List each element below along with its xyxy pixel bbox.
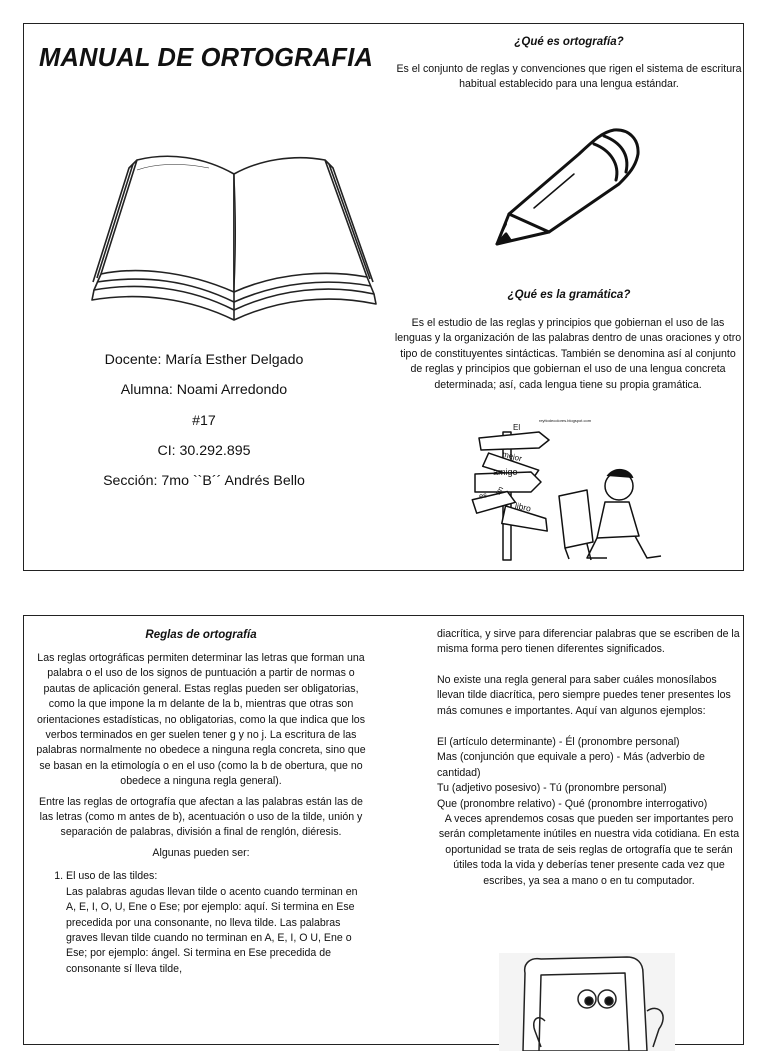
example-el: El (artículo determinante) - Él (pronombre personal): [437, 736, 680, 749]
orthography-definition: Es el conjunto de reglas y convenciones que rigen el sistema de escritura habitual establecido para una lengua estándar.: [396, 63, 742, 91]
rules-intro-2: Entre las reglas de ortografía que afectan a las palabras están las de las letras (como m antes de b), acentuación o uso de la tilde, unión y separación de palabras, división a final de renglón, diéresis.: [39, 795, 363, 839]
rules-heading: Reglas de ortografía: [145, 629, 257, 641]
grammar-heading: ¿Qué es la gramática?: [507, 289, 631, 301]
example-tu: Tu (adjetivo posesivo) - Tú (pronombre personal): [437, 782, 667, 795]
sign-word-mejor: mejor: [501, 449, 523, 464]
open-book-illustration: [89, 152, 379, 332]
computer-character-illustration: [497, 951, 677, 1051]
rules-list: [36, 869, 366, 977]
pencil-illustration: [494, 124, 644, 249]
sign-word-un: un: [493, 484, 506, 497]
grammar-definition: Es el estudio de las reglas y principios que gobiernan el uso de las lenguas y la organización de las palabras dentro de unas oraciones y otro tipo de constituyentes sintácticas. También se denomina así al conjunto de reglas y principios que gobiernan el uso de una lengua concreta determinada; así, cada lengua tiene su propia gramática.: [394, 317, 742, 391]
rules-left-column: [36, 629, 366, 977]
student-line: Alumna: Noami Arredondo: [120, 382, 288, 399]
illustration-source-url: reyitodecolores.blogspot.com: [539, 418, 592, 423]
student-info: [59, 352, 349, 503]
book-friend-illustration: [469, 414, 669, 564]
rule-item-tildes: [66, 869, 366, 977]
id-line: CI: 30.292.895: [157, 442, 251, 459]
sign-word-amigo: amigo: [493, 467, 518, 477]
cover-page: [23, 23, 744, 571]
rules-some: Algunas pueden ser:: [152, 846, 250, 859]
examples-list: [437, 735, 741, 812]
rules-intro: Las reglas ortográficas permiten determinar las letras que forman una palabra o el uso de los signos de puntuación a partir de normas o pautas de aplicación general. Estas reglas pueden ser obligatorias, como la que impone la m delante de la b, mientras que otras son orientaciones estadísticas, no obligatorias, como la que indica que los verbos terminados en ger suelen tener g y no j. La escritura de las palabras normalmente no obedece a ninguna regla concreta, sino que se basan en la etimología o en el uso (como la b de obertura, que no obedece a ninguna regla general).: [36, 652, 366, 788]
rules-right-column: [437, 627, 747, 889]
sign-word-el: El: [513, 423, 521, 432]
sign-word-es: es: [478, 490, 488, 501]
closing-text: A veces aprendemos cosas que pueden ser importantes pero serán completamente inútiles en nuestra vida cotidiana. En esta oportunidad se trata de seis reglas de ortografía que te serán útiles toda la vida y deberías tener presente cada vez que escribes, ya sea a mano o en tu computador.: [438, 813, 740, 887]
example-que: Que (pronombre relativo) - Qué (pronombre interrogativo): [437, 797, 708, 810]
section-line: Sección: 7mo ``B´´ Andrés Bello: [103, 473, 305, 490]
example-mas: Mas (conjunción que equivale a pero) - Más (adverbio de cantidad): [437, 751, 705, 779]
orthography-heading: ¿Qué es ortografía?: [514, 36, 624, 48]
monosyllable-text: No existe una regla general para saber cuáles monosílabos llevan tilde diacrítica, pero siempre puedes tener presentes los más comunes e importantes. Aquí van algunos ejemplos:: [437, 673, 731, 717]
manual-title: MANUAL DE ORTOGRAFIA: [39, 44, 374, 72]
sign-word-libro: libro: [514, 500, 532, 514]
number-line: #17: [192, 412, 216, 429]
rule-item-text: Las palabras agudas llevan tilde o acento cuando terminan en A, E, I, O, U, Ene o Ese; por ejemplo: aquí. Si termina en Ese precedida por una consonante, no lleva tilde. Las palabras graves llevan tilde cuando no terminan en A, E, I, O U, Ene o Ese; por ejemplo: ángel. Si termina en Ese precedida de consonante sí lleva tilde,: [66, 885, 358, 975]
rule-item-title: El uso de las tildes:: [66, 870, 158, 883]
rules-page: [23, 615, 744, 1045]
diacritic-text: diacrítica, y sirve para diferenciar palabras que se escriben de la misma forma pero tienen diferentes significados.: [437, 628, 740, 656]
teacher-line: Docente: María Esther Delgado: [104, 352, 304, 368]
